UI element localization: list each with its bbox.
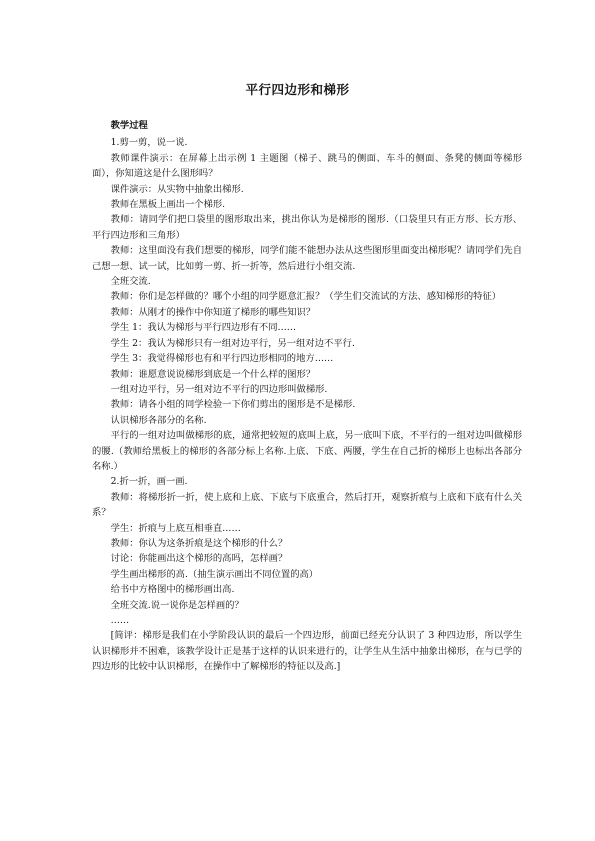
- paragraph: 教师：你们是怎样做的？哪个小组的同学愿意汇报？（学生们交流试的方法、感知梯形的特征）: [110, 291, 502, 303]
- paragraph: 学生：折痕与上底互相垂直……: [110, 522, 241, 534]
- paragraph: 1.剪一剪，说一说.: [110, 137, 188, 149]
- paragraph: 讨论：你能画出这个梯形的高吗，怎样画？: [110, 553, 288, 565]
- paragraph: ……: [110, 615, 130, 626]
- paragraph: 认识梯形各部分的名称.: [110, 414, 207, 426]
- paragraph: 教师在黑板上画出一个梯形.: [110, 199, 226, 211]
- page-title: 平行四边形和梯形: [245, 82, 350, 97]
- paragraph: 教师：请各小组的同学检验一下你们剪出的图形是不是梯形.: [110, 399, 356, 411]
- paragraph: 平行的一组对边叫做梯形的底，通常把较短的底叫上底，另一底叫下底，不平行的一组对边叫做梯形的腰.（教师给黑板上的梯形的各部分标上名称.上底、下底、两腰，学生在自己折的梯形上也标出各部分名称.）: [92, 430, 522, 472]
- paragraph: 2.折一折，画一画.: [110, 476, 188, 488]
- paragraph: 教师：这里面没有我们想要的梯形，同学们能不能想办法从这些图形里面变出梯形呢？请同学们先自己想一想、试一试，比如剪一剪、折一折等，然后进行小组交流.: [92, 245, 522, 272]
- paragraph: 全班交流.说一说你是怎样画的？: [110, 599, 244, 611]
- paragraph: 教师：将梯形折一折，使上底和上底、下底与下底重合，然后打开，观察折痕与上底和下底有什么关系？: [92, 491, 522, 519]
- paragraph: 教师：你认为这条折痕是这个梯形的什么？: [110, 537, 288, 549]
- paragraph: 教师：谁愿意说说梯形到底是一个什么样的图形？: [110, 368, 316, 380]
- section-heading: 教学过程: [110, 120, 148, 131]
- commentary-note: [简评：梯形是我们在小学阶段认识的最后一个四边形，前面已经充分认识了 3 种四边形，所以学生认识梯形并不困难，该教学设计正是基于这样的认识来进行的，让学生从生活中抽象出梯形，在与已学的四边形的比较中认识梯形，在操作中了解梯形的特征以及高.]: [92, 630, 522, 673]
- paragraph: 全班交流.: [110, 276, 151, 288]
- paragraph: 教师课件演示：在屏幕上出示例 1 主题图（梯子、跳马的侧面、车斗的侧面、条凳的侧面等梯形面），你知道这是什么图形吗？: [92, 152, 522, 180]
- paragraph: 学生画出梯形的高.（抽生演示画出不同位置的高）: [110, 568, 319, 580]
- paragraph: 给书中方格图中的梯形画出高.: [110, 584, 235, 596]
- paragraph: 教师：从刚才的操作中你知道了梯形的哪些知识？: [110, 306, 316, 318]
- paragraph: 学生 2：我认为梯形只有一组对边平行，另一组对边不平行.: [110, 337, 355, 349]
- document-body: [92, 118, 522, 675]
- paragraph: 课件演示：从实物中抽象出梯形.: [110, 183, 244, 195]
- paragraph: 学生 3：我觉得梯形也有和平行四边形相同的地方……: [110, 353, 334, 365]
- paragraph: 教师：请同学们把口袋里的图形取出来，挑出你认为是梯形的图形.（口袋里只有正方形、长方形、平行四边形和三角形）: [92, 214, 522, 241]
- paragraph: 学生 1：我认为梯形与平行四边形有不同……: [110, 322, 297, 334]
- paragraph: 一组对边平行，另一组对边不平行的四边形叫做梯形.: [110, 383, 328, 395]
